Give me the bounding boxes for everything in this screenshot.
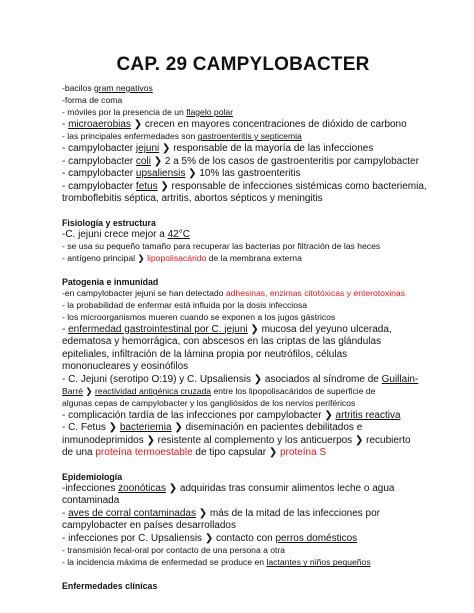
text: - complicación tardía de las infecciones por campylobacter ❯ <box>62 409 336 421</box>
patogenia-line <box>62 374 424 387</box>
epidemiologia-line <box>62 483 424 496</box>
text: - <box>62 118 69 130</box>
text: de tipo capsular ❯ <box>192 447 280 459</box>
text: ❯ 10% las gastroenteritis <box>185 168 301 180</box>
text: ❯ responsable de infecciones sistémicas como bacteriemia, <box>157 180 427 192</box>
text: - campylobacter <box>62 143 136 155</box>
patogenia-line <box>62 386 424 398</box>
underlined-text: enfermedad gastrointestinal por C. jejuni <box>68 323 248 335</box>
text: - C. Fetus ❯ <box>62 422 120 434</box>
underlined-text: Barré <box>62 386 84 397</box>
text: - campylobacter <box>62 168 136 180</box>
document-title: CAP. 29 CAMPYLOBACTER <box>116 54 370 75</box>
section-heading-enfermedades: Enfermedades clínicas <box>62 581 158 592</box>
underlined-text: artritis reactiva <box>335 409 401 421</box>
text: - antígeno principal ❯ <box>62 253 148 264</box>
patogenia-line: - la probabilidad de enfermar está influida por la dosis infecciosa <box>62 299 308 310</box>
patogenia-line <box>62 422 424 435</box>
patogenia-line: mononucleares y eosinófilos <box>62 361 189 373</box>
text: ❯ 2 a 5% de los casos de gastroenteritis por campylobacter <box>150 155 419 167</box>
epidemiologia-line <box>62 533 424 546</box>
intro-line: tromboflebitis séptica, artritis, abortos sépticos y meningitis <box>62 193 323 205</box>
underlined-text: lactantes y niños pequeños <box>266 557 371 568</box>
text: ❯ adquiridas tras consumir alimentos leche o agua <box>165 482 395 494</box>
patogenia-line: inmunodeprimidos ❯ resistente al complemento y los anticuerpos ❯ recubierto <box>62 434 411 446</box>
intro-line <box>62 83 424 95</box>
fisiologia-section <box>62 229 424 265</box>
text: - móviles por la presencia de un <box>62 106 187 117</box>
intro-line <box>62 156 424 169</box>
text: - <box>62 323 69 335</box>
text: - <box>62 507 69 519</box>
underlined-text: bacteriemia <box>119 422 172 434</box>
section-heading-fisiologia: Fisiología y estructura <box>62 217 156 228</box>
text: ❯ responsable de la mayoría de las infecciones <box>159 143 374 155</box>
underlined-text: microaerobias <box>68 118 131 130</box>
fisiologia-line <box>62 229 424 242</box>
intro-section <box>62 83 427 206</box>
underlined-text: upsaliensis <box>135 168 186 180</box>
text: - infecciones por C. Upsaliensis ❯ contacto con <box>62 532 276 544</box>
intro-line <box>62 131 424 143</box>
text: - C. Jejuni (serotipo O:19) y C. Upsaliensis ❯ asociados al síndrome de <box>62 373 382 385</box>
highlighted-text: adhesinas, enzimas citotóxicas y enterotoxinas <box>225 287 406 298</box>
text: -bacilos <box>62 83 94 93</box>
patogenia-line <box>62 447 424 460</box>
underlined-text: reactividad antigénica cruzada <box>95 386 212 397</box>
intro-line <box>62 180 427 194</box>
underlined-text: jejuni <box>135 143 160 155</box>
section-heading-patogenia: Patogenia e inmunidad <box>62 276 159 287</box>
epidemiologia-line <box>62 557 424 569</box>
patogenia-line: edematosa y hemorrágica, con abscesos en las criptas de las glándulas <box>62 336 382 348</box>
highlighted-text: proteína S <box>279 447 327 459</box>
underlined-text: aves de corral contaminadas <box>68 507 196 519</box>
intro-line <box>62 143 424 156</box>
underlined-text: perros domésticos <box>275 532 358 544</box>
text: ❯ crecen en mayores concentraciones de dióxido de carbono <box>130 118 407 130</box>
patogenia-line: epiteliales, infiltración de la lámina propia por neutrófilos, células <box>62 348 348 360</box>
underlined-text: fetus <box>135 180 158 192</box>
underlined-text: 42°C <box>167 228 190 240</box>
text: de la membrana externa <box>206 253 302 264</box>
text: de una <box>62 447 96 459</box>
underlined-text: gastroenteritis y septicemia <box>197 131 302 142</box>
text: - la incidencia máxima de enfermedad se produce en <box>62 557 267 568</box>
highlighted-text: lipopolisacárido <box>147 253 207 264</box>
patogenia-line: - los microorganismos mueren cuando se exponen a los jugos gástricos <box>62 311 336 322</box>
text: - campylobacter <box>62 180 136 192</box>
patogenia-line <box>62 410 424 423</box>
patogenia-line <box>62 324 424 337</box>
underlined-text: flagelo polar <box>186 106 234 117</box>
section-heading-epidemiologia: Epidemiología <box>62 471 123 482</box>
epidemiologia-line: - transmisión fecal-oral por contacto de una persona a otra <box>62 545 286 556</box>
intro-line <box>62 107 424 119</box>
text: -infecciones <box>62 482 119 494</box>
text: -C. jejuni crece mejor a <box>62 228 168 240</box>
intro-line <box>62 119 424 132</box>
text: ❯ diseminación en pacientes debilitados e <box>171 422 363 434</box>
patogenia-section <box>62 288 424 460</box>
underlined-text: Guillain- <box>381 373 419 385</box>
underlined-text: coli <box>135 155 151 167</box>
text: ❯ más de la mitad de las infecciones por <box>195 507 380 519</box>
highlighted-text: proteína termoestable <box>95 447 193 459</box>
patogenia-line: algunas cepas de campylobacter y los gangliósidos de los nervios periféricos <box>62 398 356 409</box>
intro-line <box>62 168 424 181</box>
epidemiologia-line: campylobacter en países desarrollados <box>62 520 236 532</box>
text: ❯ <box>83 386 95 397</box>
epidemiologia-section <box>62 483 424 569</box>
underlined-text: gram negativos <box>94 83 153 93</box>
epidemiologia-line <box>62 508 424 521</box>
text: ❯ mucosa del yeyuno ulcerada, <box>247 323 392 335</box>
epidemiologia-line: contaminada <box>62 495 120 507</box>
text: -en campylobacter jejuni se han detectado <box>62 287 226 298</box>
text: - las principales enfermedades son <box>62 131 198 142</box>
text: - campylobacter <box>62 155 136 167</box>
fisiologia-line: - se usa su pequeño tamaño para recuperar las bacterias por filtración de las heces <box>62 241 381 252</box>
patogenia-line <box>62 288 424 300</box>
fisiologia-line <box>62 253 424 265</box>
text: entre los lipopolisacáridos de superficie de <box>211 386 376 397</box>
intro-line: -forma de coma <box>62 94 123 105</box>
underlined-text: zoonóticas <box>118 482 166 494</box>
